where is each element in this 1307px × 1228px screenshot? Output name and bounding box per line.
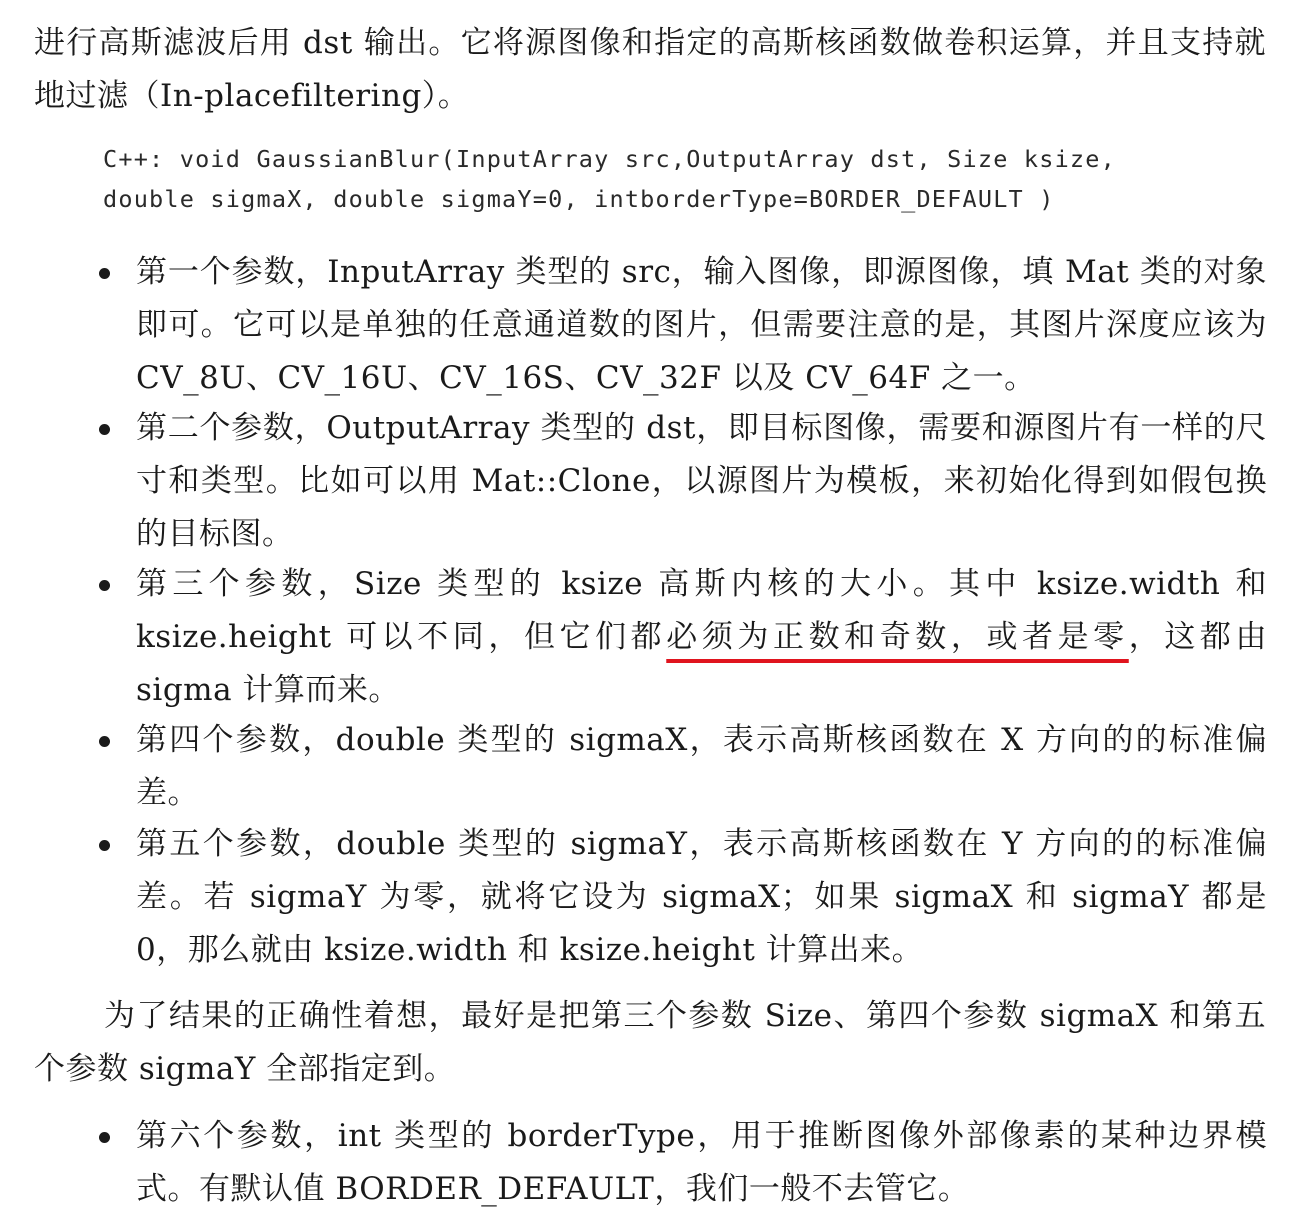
param-item-2 [95,402,1267,561]
highlighted-phrase: 必须为正数和奇数，或者是零 [666,619,1129,655]
param-text: 第一个参数，InputArray 类型的 src，输入图像，即源图像，填 Mat 类的对象即可。它可以是单独的任意通道数的图片，但需要注意的是，其图片深度应该为 CV_8U、CV_16U、CV_16S、CV_32F 以及 CV_64F 之一。 [136,254,1267,396]
code-line: C++: void GaussianBlur(InputArray src,OutputArray dst, Size ksize, [103,145,1116,173]
bullet-icon [99,736,110,747]
bullet-icon [99,580,110,591]
code-signature [103,139,1273,219]
param-text: 第二个参数，OutputArray 类型的 dst，即目标图像，需要和源图片有一样的尺寸和类型。比如可以用 Mat::Clone，以源图片为模板，来初始化得到如假包换的目标图。 [136,410,1267,552]
note-paragraph: 为了结果的正确性着想，最好是把第三个参数 Size、第四个参数 sigmaX 和第五个参数 sigmaY 全部指定到。 [34,998,1266,1087]
param-item-4 [95,714,1267,820]
param-text-part: 第三个参数，Size 类型的 ksize 高斯内核的大小。其中 ksize.width 和 ksize.height 可以不同，但它们都 [136,566,1267,655]
param-item-1 [95,246,1267,405]
bullet-icon [99,1132,110,1143]
param-text: 第六个参数，int 类型的 borderType，用于推断图像外部像素的某种边界模式。有默认值 BORDER_DEFAULT，我们一般不去管它。 [136,1118,1267,1207]
bullet-icon [99,268,110,279]
intro-paragraph: 进行高斯滤波后用 dst 输出。它将源图像和指定的高斯核函数做卷积运算，并且支持就地过滤（In-placefiltering）。 [34,25,1266,114]
param-text: 第五个参数，double 类型的 sigmaY，表示高斯核函数在 Y 方向的的标准偏差。若 sigmaY 为零，就将它设为 sigmaX；如果 sigmaX 和 sigmaY 都是 0，那么就由 ksize.width 和 ksize.height 计算出来。 [136,826,1267,968]
param-text: 第四个参数，double 类型的 sigmaX，表示高斯核函数在 X 方向的的标准偏差。 [136,722,1267,811]
param-item-3 [95,558,1267,717]
param-text-part: ，这都由 sigma 计算而来。 [136,619,1267,708]
bullet-icon [99,424,110,435]
param-item-6 [95,1110,1267,1216]
param-item-5 [95,818,1267,977]
code-line: double sigmaX, double sigmaY=0, intborderType=BORDER_DEFAULT ) [103,185,1055,213]
bullet-icon [99,840,110,851]
param-text [136,558,1267,717]
